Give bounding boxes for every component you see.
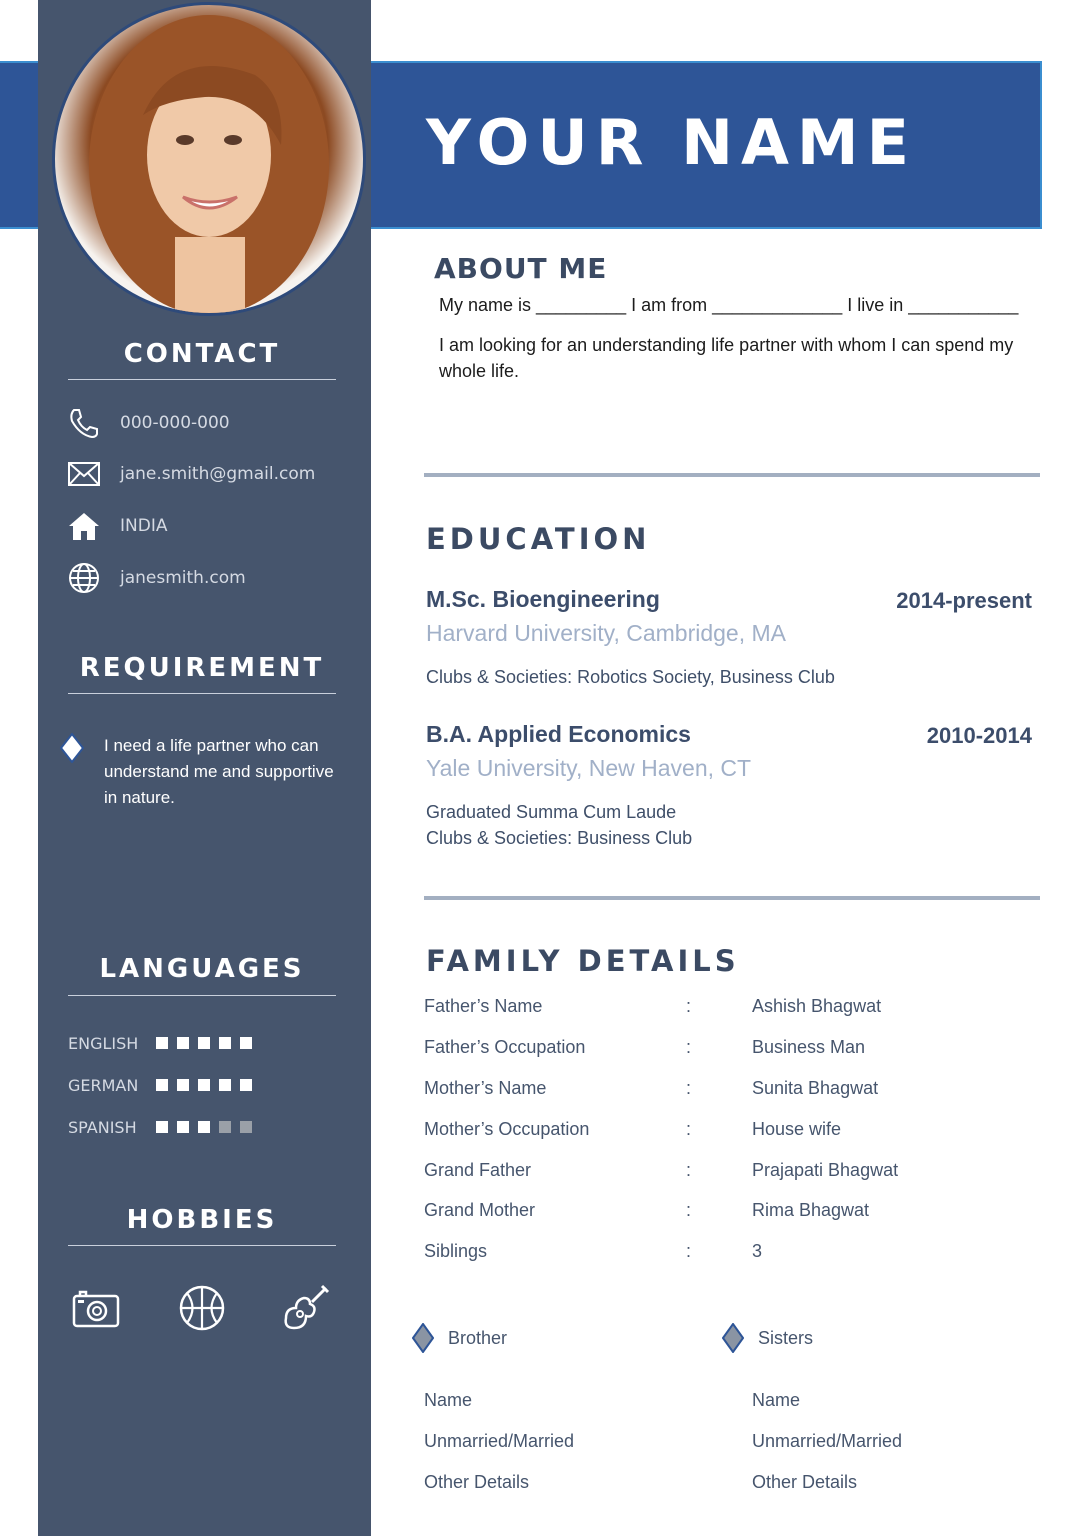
level-dot bbox=[219, 1037, 231, 1049]
family-separator: : bbox=[686, 1160, 692, 1180]
language-row bbox=[68, 1074, 252, 1096]
requirement-heading: REQUIREMENT bbox=[79, 653, 325, 683]
family-row bbox=[424, 1241, 1024, 1267]
family-label: Mother’s Name bbox=[424, 1078, 547, 1098]
family-value: Sunita Bhagwat bbox=[752, 1078, 879, 1098]
family-row bbox=[424, 1078, 1024, 1104]
level-dot bbox=[156, 1079, 168, 1091]
level-dot bbox=[198, 1121, 210, 1133]
family-label: Father’s Occupation bbox=[424, 1037, 586, 1057]
family-row bbox=[424, 1037, 1024, 1063]
family-row bbox=[424, 996, 1024, 1022]
home-icon bbox=[68, 510, 102, 542]
level-dot bbox=[219, 1121, 231, 1133]
family-label: Father’s Name bbox=[424, 996, 543, 1016]
contact-email-row bbox=[68, 458, 358, 490]
family-separator: : bbox=[686, 1078, 692, 1098]
brother-detail: Name bbox=[424, 1390, 473, 1410]
family-separator: : bbox=[686, 1241, 692, 1261]
language-name: SPANISH bbox=[68, 1117, 137, 1137]
level-dot bbox=[240, 1121, 252, 1133]
banner-left-strip bbox=[0, 61, 38, 229]
contact-location: INDIA bbox=[120, 516, 168, 536]
education-note: Clubs & Societies: Business Club bbox=[426, 828, 693, 848]
education-note: Graduated Summa Cum Laude bbox=[426, 802, 677, 822]
diamond-bullet-icon bbox=[722, 1323, 744, 1353]
family-separator: : bbox=[686, 1119, 692, 1139]
education-heading: EDUCATION bbox=[426, 522, 651, 556]
level-dot bbox=[198, 1079, 210, 1091]
contact-website[interactable]: janesmith.com bbox=[120, 568, 246, 588]
level-dot bbox=[177, 1121, 189, 1133]
section-divider bbox=[424, 473, 1040, 477]
level-dot bbox=[156, 1037, 168, 1049]
family-value: House wife bbox=[752, 1119, 842, 1139]
contact-email[interactable]: jane.smith@gmail.com bbox=[120, 464, 316, 484]
level-dot bbox=[219, 1079, 231, 1091]
contact-heading: CONTACT bbox=[123, 339, 281, 369]
brother-detail: Other Details bbox=[424, 1472, 530, 1492]
languages-heading: LANGUAGES bbox=[99, 954, 305, 984]
level-dot bbox=[156, 1121, 168, 1133]
family-separator: : bbox=[686, 1200, 692, 1220]
family-value: Prajapati Bhagwat bbox=[752, 1160, 899, 1180]
basketball-icon bbox=[178, 1284, 226, 1332]
contact-website-row bbox=[68, 562, 358, 594]
contact-location-row bbox=[68, 510, 358, 542]
family-value: Rima Bhagwat bbox=[752, 1200, 870, 1220]
profile-photo bbox=[52, 2, 366, 316]
family-value: Business Man bbox=[752, 1037, 866, 1057]
language-name: ENGLISH bbox=[68, 1033, 139, 1053]
language-name: GERMAN bbox=[68, 1075, 139, 1095]
diamond-bullet-icon bbox=[60, 733, 84, 763]
diamond-bullet-icon bbox=[412, 1323, 434, 1353]
guitar-icon bbox=[282, 1284, 330, 1332]
family-label: Grand Father bbox=[424, 1160, 532, 1180]
language-level-dots bbox=[156, 1121, 252, 1133]
family-label: Siblings bbox=[424, 1241, 488, 1261]
hobbies-divider bbox=[68, 1245, 336, 1246]
family-value: Ashish Bhagwat bbox=[752, 996, 882, 1016]
requirement-divider bbox=[68, 693, 336, 694]
mail-icon bbox=[68, 458, 102, 490]
language-level-dots bbox=[156, 1037, 252, 1049]
family-label: Mother’s Occupation bbox=[424, 1119, 590, 1139]
sisters-heading bbox=[722, 1322, 813, 1354]
sisters-title: Sisters bbox=[758, 1327, 814, 1348]
contact-phone[interactable]: 000-000-000 bbox=[120, 413, 230, 433]
globe-icon bbox=[68, 562, 102, 594]
level-dot bbox=[198, 1037, 210, 1049]
family-value: 3 bbox=[752, 1241, 763, 1261]
hobbies-heading: HOBBIES bbox=[126, 1205, 278, 1235]
about-intro: My name is _________ I am from _____________ I live in ___________ bbox=[439, 295, 1019, 315]
sister-detail: Name bbox=[752, 1390, 801, 1410]
languages-divider bbox=[68, 995, 336, 996]
about-heading: ABOUT ME bbox=[434, 252, 608, 285]
level-dot bbox=[240, 1079, 252, 1091]
contact-divider bbox=[68, 379, 336, 380]
contact-phone-row bbox=[68, 407, 358, 439]
education-school: Harvard University, Cambridge, MA bbox=[426, 620, 787, 646]
requirement-text: I need a life partner who can understand me and supportive in nature. bbox=[104, 736, 334, 807]
section-divider bbox=[424, 896, 1040, 900]
education-degree: M.Sc. Bioengineering bbox=[426, 586, 660, 612]
phone-icon bbox=[68, 407, 102, 439]
family-row bbox=[424, 1200, 1024, 1226]
family-separator: : bbox=[686, 996, 692, 1016]
language-row bbox=[68, 1116, 252, 1138]
education-degree: B.A. Applied Economics bbox=[426, 721, 691, 747]
camera-icon bbox=[72, 1284, 120, 1332]
family-heading: FAMILY DETAILS bbox=[426, 944, 740, 978]
sister-detail: Other Details bbox=[752, 1472, 858, 1492]
family-separator: : bbox=[686, 1037, 692, 1057]
portrait-illustration bbox=[55, 5, 363, 313]
page-title: YOUR NAME bbox=[426, 106, 917, 179]
family-row bbox=[424, 1119, 1024, 1145]
level-dot bbox=[177, 1037, 189, 1049]
language-level-dots bbox=[156, 1079, 252, 1091]
language-row bbox=[68, 1032, 252, 1054]
family-label: Grand Mother bbox=[424, 1200, 536, 1220]
education-school: Yale University, New Haven, CT bbox=[426, 755, 752, 781]
brother-detail: Unmarried/Married bbox=[424, 1431, 575, 1451]
level-dot bbox=[177, 1079, 189, 1091]
education-years: 2010-2014 bbox=[926, 723, 1032, 748]
brother-title: Brother bbox=[448, 1327, 508, 1348]
level-dot bbox=[240, 1037, 252, 1049]
education-note: Clubs & Societies: Robotics Society, Business Club bbox=[426, 667, 835, 687]
about-text: I am looking for an understanding life partner with whom I can spend my whole life. bbox=[439, 335, 1014, 381]
sister-detail: Unmarried/Married bbox=[752, 1431, 903, 1451]
education-years: 2014-present bbox=[896, 588, 1032, 613]
family-row bbox=[424, 1160, 1024, 1186]
brother-heading bbox=[412, 1322, 507, 1354]
